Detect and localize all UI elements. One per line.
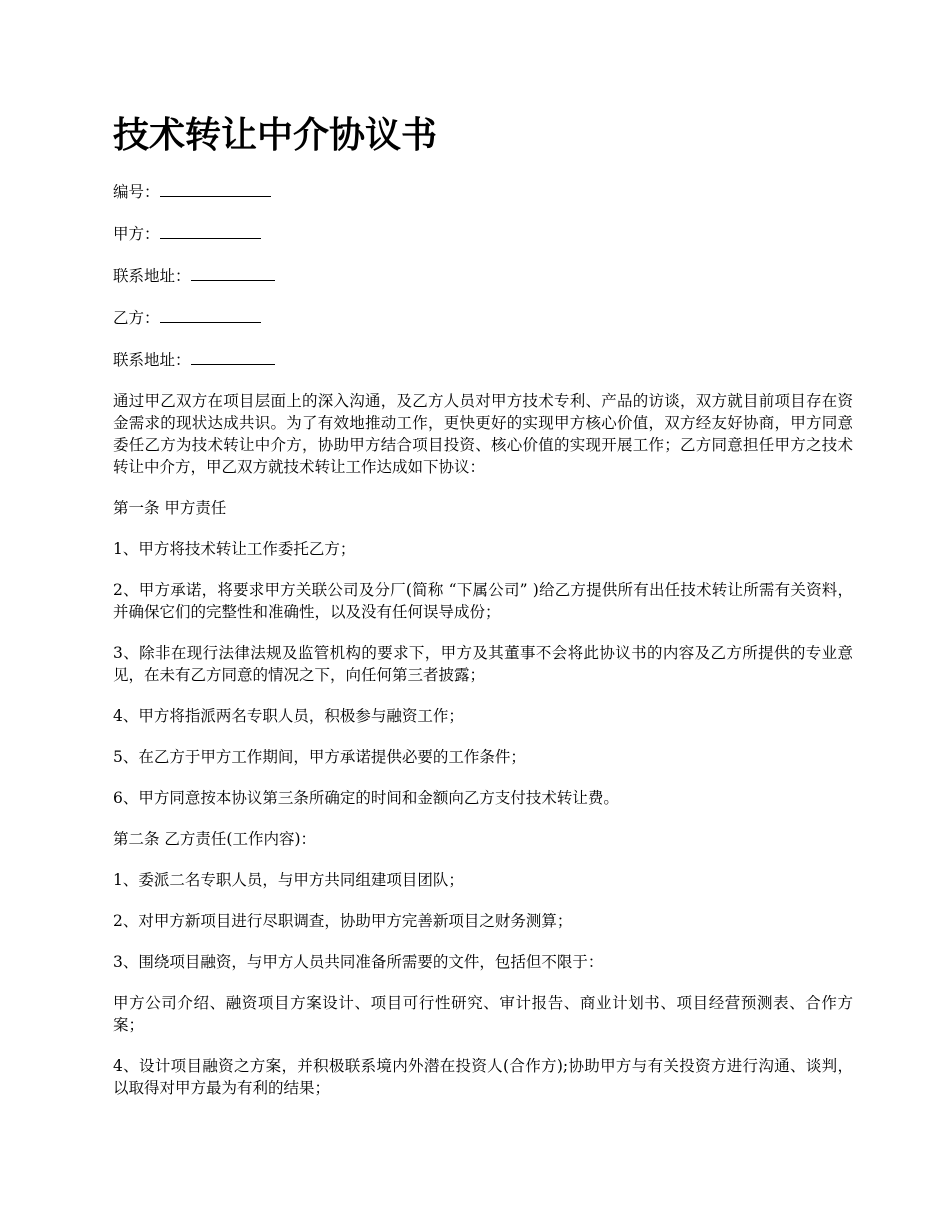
document-title: 技术转让中介协议书 <box>113 115 438 156</box>
article-one-heading: 第一条 甲方责任 <box>113 499 227 517</box>
article-two-clause-3: 3、围绕项目融资，与甲方人员共同准备所需要的文件，包括但不限于： <box>113 953 604 971</box>
article-two-clause-2: 2、对甲方新项目进行尽职调查，协助甲方完善新项目之财务测算； <box>113 912 573 930</box>
field-party-a <box>113 222 853 245</box>
field-party-b <box>113 306 853 329</box>
fill-blank <box>191 264 275 281</box>
field-label: 联系地址： <box>113 267 191 285</box>
field-label: 编号： <box>113 183 160 201</box>
field-party-a-address <box>113 264 853 287</box>
article-one-clause-1: 1、甲方将技术转让工作委托乙方； <box>113 540 356 558</box>
article-two-clause-1: 1、委派二名专职人员，与甲方共同组建项目团队； <box>113 871 464 889</box>
article-one-clause-5: 5、在乙方于甲方工作期间，甲方承诺提供必要的工作条件； <box>113 748 526 766</box>
field-label: 乙方： <box>113 309 160 327</box>
article-two-clause-3-detail: 甲方公司介绍、融资项目方案设计、项目可行性研究、审计报告、商业计划书、项目经营预测表、合作方案； <box>113 994 853 1034</box>
article-one-clause-4: 4、甲方将指派两名专职人员，积极参与融资工作； <box>113 707 464 725</box>
article-two-heading: 第二条 乙方责任(工作内容)： <box>113 830 317 848</box>
fill-blank <box>191 348 275 365</box>
fill-blank <box>160 306 261 323</box>
article-one-clause-3: 3、除非在现行法律法规及监管机构的要求下，甲方及其董事不会将此协议书的内容及乙方所提供的专业意见，在未有乙方同意的情况之下，向任何第三者披露； <box>113 644 853 684</box>
article-two-clause-4: 4、设计项目融资之方案，并积极联系境内外潜在投资人(合作方);协助甲方与有关投资方进行沟通、谈判，以取得对甲方最为有利的结果； <box>113 1057 853 1097</box>
preamble-paragraph: 通过甲乙双方在项目层面上的深入沟通，及乙方人员对甲方技术专利、产品的访谈，双方就目前项目存在资金需求的现状达成共识。为了有效地推动工作，更快更好的实现甲方核心价值，双方经友好协商，甲方同意委任乙方为技术转让中介方，协助甲方结合项目投资、核心价值的实现开展工作；乙方同意担任甲方之技术转让中介方，甲乙双方就技术转让工作达成如下协议： <box>113 392 853 476</box>
fill-blank <box>160 222 261 239</box>
article-one-clause-6: 6、甲方同意按本协议第三条所确定的时间和金额向乙方支付技术转让费。 <box>113 789 619 807</box>
article-one-clause-2: 2、甲方承诺，将要求甲方关联公司及分厂(简称 “下属公司” )给乙方提供所有出任技术转让所需有关资料，并确保它们的完整性和准确性，以及没有任何误导成份； <box>113 581 853 621</box>
field-party-b-address <box>113 348 853 371</box>
fill-blank <box>160 180 271 197</box>
field-label: 甲方： <box>113 225 160 243</box>
document-page <box>113 112 853 1118</box>
field-serial-number <box>113 180 853 203</box>
field-label: 联系地址： <box>113 351 191 369</box>
